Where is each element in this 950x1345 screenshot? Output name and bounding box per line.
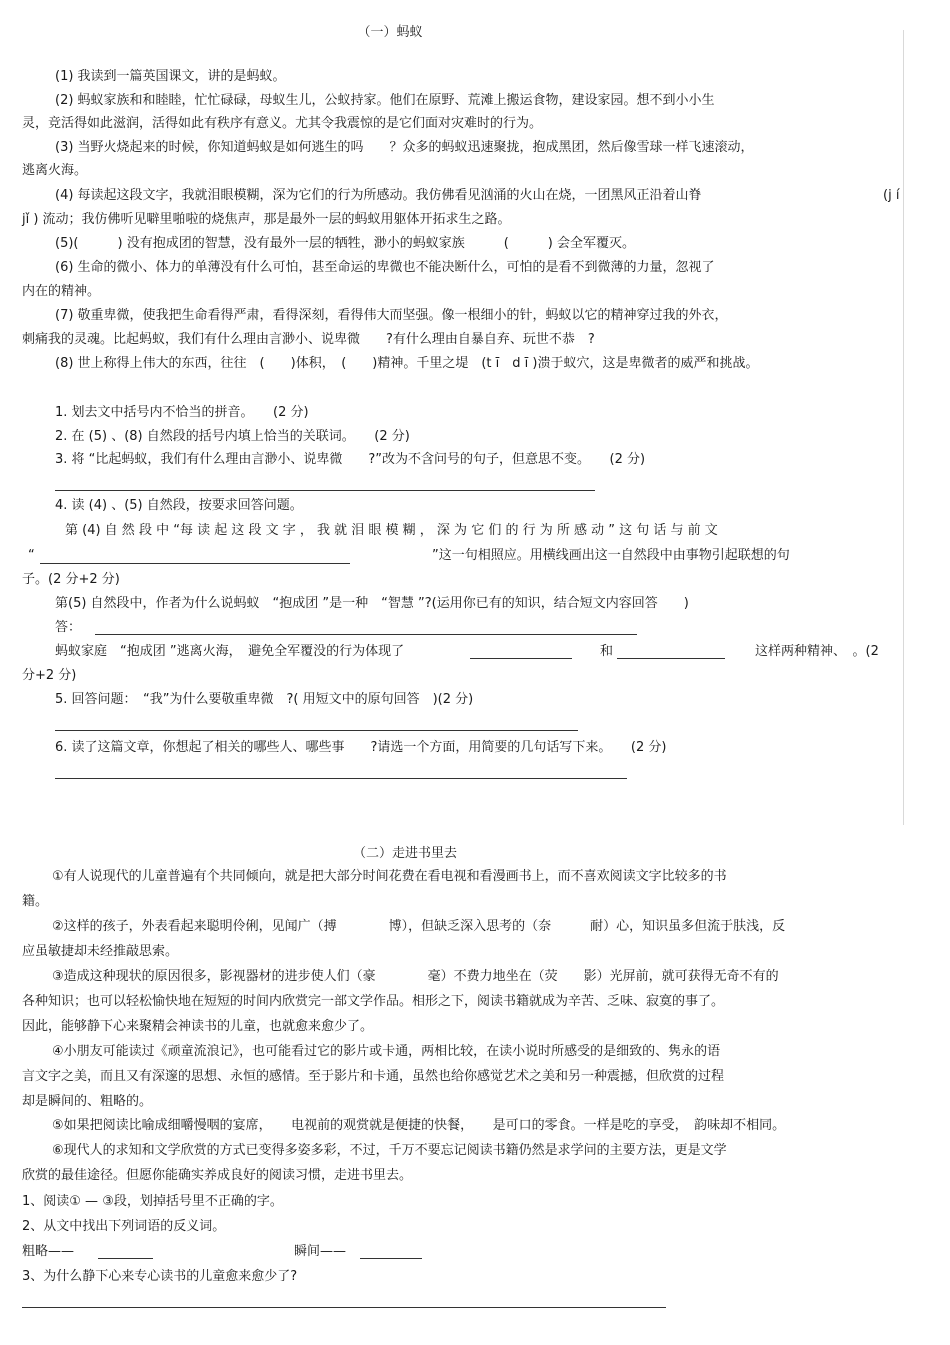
question-4-part1-score: 子。(2 分+2 分) xyxy=(22,572,120,587)
s2-antonym-label-2: 瞬间—— xyxy=(294,1244,347,1259)
answer-blank-spirit1[interactable] xyxy=(470,658,572,659)
question-4-part3-score: 分+2 分) xyxy=(22,668,77,683)
question-3: 3. 将 “比起蚂蚁，我们有什么理由言渺小、说卑微 ?”改为不含问号的句子，但意思不变。 (2 分) xyxy=(55,452,646,467)
para-4: (4) 每读起这段文字，我就泪眼模糊，深为它们的行为所感动。我仿佛看见汹涌的火山在烧，一团黑风正沿着山脊 xyxy=(55,188,702,203)
answer-line-q4a[interactable] xyxy=(40,563,350,564)
question-4-part2: 第(5) 自然段中，作者为什么说蚂蚁 “抱成团 ”是一种 “智慧 ”?(运用你已有的知识，结合短文内容回答 ) xyxy=(55,596,689,611)
question-2: 2. 在 (5) 、(8) 自然段的括号内填上恰当的关联词。 (2 分) xyxy=(55,429,410,444)
s2-question-2: 2、从文中找出下列词语的反义词。 xyxy=(22,1219,226,1234)
s2-para-3: ③造成这种现状的原因很多，影视器材的进步使人们（豪 毫）不费力地坐在（荧 影）光屏前，就可获得无奇不有的 xyxy=(52,969,779,984)
para-3-cont: 逃离火海。 xyxy=(22,163,88,178)
s2-para-5: ⑤如果把阅读比喻成细嚼慢咽的宴席， 电视前的观赏就是便捷的快餐， 是可口的零食。一样是吃的享受， 韵味却不相同。 xyxy=(52,1118,786,1133)
para-2: (2) 蚂蚁家族和和睦睦，忙忙碌碌，母蚁生儿，公蚁持家。他们在原野、荒滩上搬运食物，建设家园。想不到小小生 xyxy=(55,93,715,108)
section2-title: （二）走进书里去 xyxy=(352,846,457,861)
s2-para-4: ④小朋友可能读过《顽童流浪记》，也可能看过它的影片或卡通，两相比较，在读小说时所感受的是细致的、隽永的语 xyxy=(52,1044,721,1059)
open-quote: “ xyxy=(28,548,35,563)
s2-question-3: 3、为什么静下心来专心读书的儿童愈来愈少了? xyxy=(22,1269,298,1284)
para-8: (8) 世上称得上伟大的东西，往往 ( )体积， ( )精神。千里之堤 (t ī d ī )溃于蚁穴，这是卑微者的威严和挑战。 xyxy=(55,356,759,371)
para-7: (7) 敬重卑微，使我把生命看得严肃，看得深刻，看得伟大而坚强。像一根细小的针，蚂蚁以它的精神穿过我的外衣， xyxy=(55,308,728,323)
question-6: 6. 读了这篇文章，你想起了相关的哪些人、哪些事 ?请选一个方面，用简要的几句话写下来。 (2 分) xyxy=(55,740,667,755)
para-6-cont: 内在的精神。 xyxy=(22,284,101,299)
answer-label: 答： xyxy=(55,620,82,635)
question-4-part1: 第 (4) 自 然 段 中 “每 读 起 这 段 文 字 ， 我 就 泪 眼 模 糊 ， 深 为 它 们 的 行 为 所 感 动 ” 这 句 话 与 前 文 xyxy=(65,523,718,538)
para-1: (1) 我读到一篇英国课文，讲的是蚂蚁。 xyxy=(55,69,286,84)
s2-para-3-cont2: 因此，能够静下心来聚精会神读书的儿童，也就愈来愈少了。 xyxy=(22,1019,374,1034)
para-2-cont: 灵，竞活得如此滋润，活得如此有秩序有意义。尤其令我震惊的是它们面对灾难时的行为。 xyxy=(22,116,543,131)
answer-blank-spirit2[interactable] xyxy=(617,658,725,659)
question-4-part3: 蚂蚁家庭 “抱成团 ”逃离火海， 避免全军覆没的行为体现了 xyxy=(55,644,405,659)
s2-para-3-cont: 各种知识；也可以轻松愉快地在短短的时间内欣赏完一部文学作品。相形之下，阅读书籍就成为辛苦、乏味、寂寞的事了。 xyxy=(22,994,725,1009)
question-5: 5. 回答问题： “我”为什么要敬重卑微 ?( 用短文中的原句回答 )(2 分) xyxy=(55,692,474,707)
para-3: (3) 当野火烧起来的时候，你知道蚂蚁是如何逃生的吗 ？众多的蚂蚁迅速聚拢，抱成黑团，然后像雪球一样飞速滚动， xyxy=(55,140,754,155)
s2-para-1-cont: 籍。 xyxy=(22,894,49,909)
antonym-blank-1[interactable] xyxy=(98,1258,153,1259)
section1-title: （一）蚂蚁 xyxy=(357,25,423,40)
question-4-part3-and: 和 xyxy=(600,644,614,659)
s2-para-6-cont: 欣赏的最佳途径。但愿你能确实养成良好的阅读习惯，走进书里去。 xyxy=(22,1168,413,1183)
para-4-cont: jǐ ) 流动；我仿佛听见噼里啪啦的烧焦声，那是最外一层的蚂蚁用躯体开拓求生之路。 xyxy=(22,212,511,227)
s2-para-2-cont: 应虽敏捷却未经推敲思索。 xyxy=(22,944,179,959)
s2-question-1: 1、阅读① — ③段，划掉括号里不正确的字。 xyxy=(22,1194,283,1209)
para-6: (6) 生命的微小、体力的单薄没有什么可怕，甚至命运的卑微也不能决断什么，可怕的是看不到微薄的力量，忽视了 xyxy=(55,260,715,275)
antonym-blank-2[interactable] xyxy=(360,1258,422,1259)
question-4-part1-cont: ”这一句相照应。用横线画出这一自然段中由事物引起联想的句 xyxy=(432,548,790,563)
question-4-part3-end: 这样两种精神、 。(2 xyxy=(755,644,879,659)
pinyin-option: (j í xyxy=(883,188,900,203)
answer-line-q4b[interactable] xyxy=(95,634,637,635)
s2-para-4-cont: 言文字之美，而且又有深邃的思想、永恒的感情。至于影片和卡通，虽然也给你感觉艺术之美和另一种震撼，但欣赏的过程 xyxy=(22,1069,725,1084)
answer-line-q6[interactable] xyxy=(55,778,627,779)
s2-para-4-cont2: 却是瞬间的、粗略的。 xyxy=(22,1094,153,1109)
page-edge-rule xyxy=(903,30,904,825)
answer-line-q3[interactable] xyxy=(55,490,595,491)
s2-antonym-label-1: 粗略—— xyxy=(22,1244,75,1259)
question-1: 1. 划去文中括号内不恰当的拼音。 (2 分) xyxy=(55,405,309,420)
question-4: 4. 读 (4) 、(5) 自然段，按要求回答问题。 xyxy=(55,498,303,513)
para-7-cont: 刺痛我的灵魂。比起蚂蚁，我们有什么理由言渺小、说卑微 ?有什么理由自暴自弃、玩世不恭 ? xyxy=(22,332,595,347)
answer-line-q5[interactable] xyxy=(55,730,578,731)
s2-para-1: ①有人说现代的儿童普遍有个共同倾向，就是把大部分时间花费在看电视和看漫画书上，而不喜欢阅读文字比较多的书 xyxy=(52,869,727,884)
para-5: (5)( ) 没有抱成团的智慧，没有最外一层的牺牲，渺小的蚂蚁家族 ( ) 会全军覆灭。 xyxy=(55,236,635,251)
s2-para-6: ⑥现代人的求知和文学欣赏的方式已变得多姿多彩，不过，千万不要忘记阅读书籍仍然是求学问的主要方法，更是文学 xyxy=(52,1143,727,1158)
answer-line-s2q3[interactable] xyxy=(22,1307,666,1308)
s2-para-2: ②这样的孩子，外表看起来聪明伶俐，见闻广（搏 博），但缺乏深入思考的（奈 耐）心，知识虽多但流于肤浅，反 xyxy=(52,919,786,934)
